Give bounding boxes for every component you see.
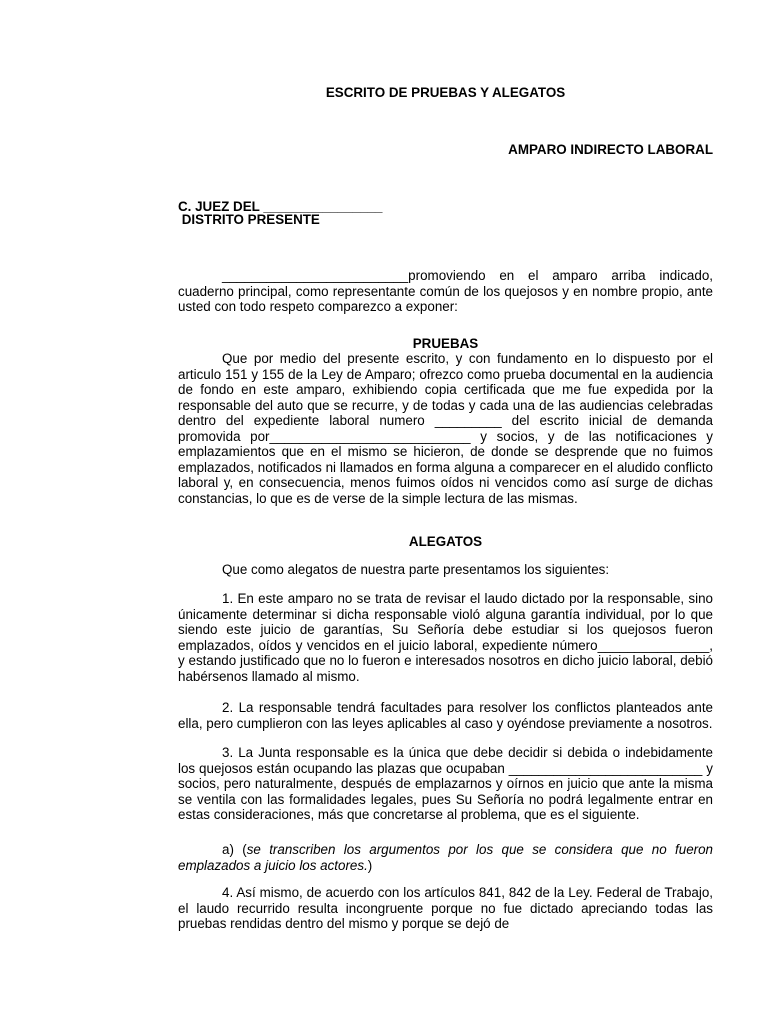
alegato-point-4: 4. Así mismo, de acuerdo con los artículos 841, 842 de la Ley. Federal de Trabajo, el laudo recurrido resulta incongruente porque no fue dictado apreciando todas las pruebas rendidas dentro del mismo y porque se dejó de [178, 885, 713, 932]
alegato-point-a [178, 842, 713, 873]
pruebas-paragraph: Que por medio del presente escrito, y con fundamento en lo dispuesto por el articulo 151 y 155 de la Ley de Amparo; ofrezco como prueba documental en la audiencia de fondo en este amparo, exhibiendo copia certificada que me fue expedida por la responsable del auto que se recurre, y de todas y cada una de las audiencias celebradas dentro del expediente laboral numero _________ del escrito inicial de demanda promovida por___________________________ y socios, y de las notificaciones y emplazamientos que en el mismo se hicieron, de donde se desprende que no fuimos emplazados, notificados ni llamados en forma alguna a comparecer en el aludido conflicto laboral y, en consecuencia, menos fuimos oídos ni vencidos como así surge de dichas constancias, lo que es de verse de la simple lectura de las mismas. [178, 351, 713, 506]
intro-paragraph: _________________________promoviendo en el amparo arriba indicado, cuaderno principal, como representante común de los quejosos y en nombre propio, ante usted con todo respeto comparezco a exponer: [178, 268, 713, 315]
alegato-point-2: 2. La responsable tendrá facultades para resolver los conflictos planteados ante ella, pero cumplieron con las leyes aplicables al caso y oyéndose previamente a nosotros. [178, 700, 713, 731]
point-a-italic: se transcriben los argumentos por los que se considera que no fueron emplazados a juicio los actores. [178, 842, 713, 873]
pruebas-heading: PRUEBAS [412, 336, 479, 351]
addressee-line-2: DISTRITO PRESENTE [178, 212, 320, 227]
document-title: ESCRITO DE PRUEBAS Y ALEGATOS [325, 85, 566, 100]
addressee-line-1: C. JUEZ DEL ________________ [178, 199, 383, 214]
point-a-suffix: ) [367, 857, 373, 873]
alegatos-intro: Que como alegatos de nuestra parte presentamos los siguientes: [222, 562, 610, 577]
point-a-prefix: a) ( [222, 842, 247, 857]
case-type: AMPARO INDIRECTO LABORAL [508, 142, 713, 157]
alegato-point-1: 1. En este amparo no se trata de revisar el laudo dictado por la responsable, sino únicamente determinar si dicha responsable violó alguna garantía individual, por lo que siendo este juicio de garantías, Su Señoría debe estudiar si los quejosos fueron emplazados, oídos y vencidos en el juicio laboral, expediente número_______________, y estando justificado que no lo fueron e interesados nosotros en dicho juicio laboral, debió habérsenos llamado al mismo. [178, 591, 713, 684]
alegatos-heading: ALEGATOS [408, 534, 483, 549]
alegato-point-3: 3. La Junta responsable es la única que debe decidir si debida o indebidamente los quejosos están ocupando las plazas que ocupaban __________________________ y socios, pero naturalmente, después de emplazarnos y oírnos en juicio que ante la misma se ventila con las formalidades legales, pues Su Señoría no podrá legalmente entrar en estas consideraciones, más que concretarse al problema, que es el siguiente. [178, 745, 713, 823]
